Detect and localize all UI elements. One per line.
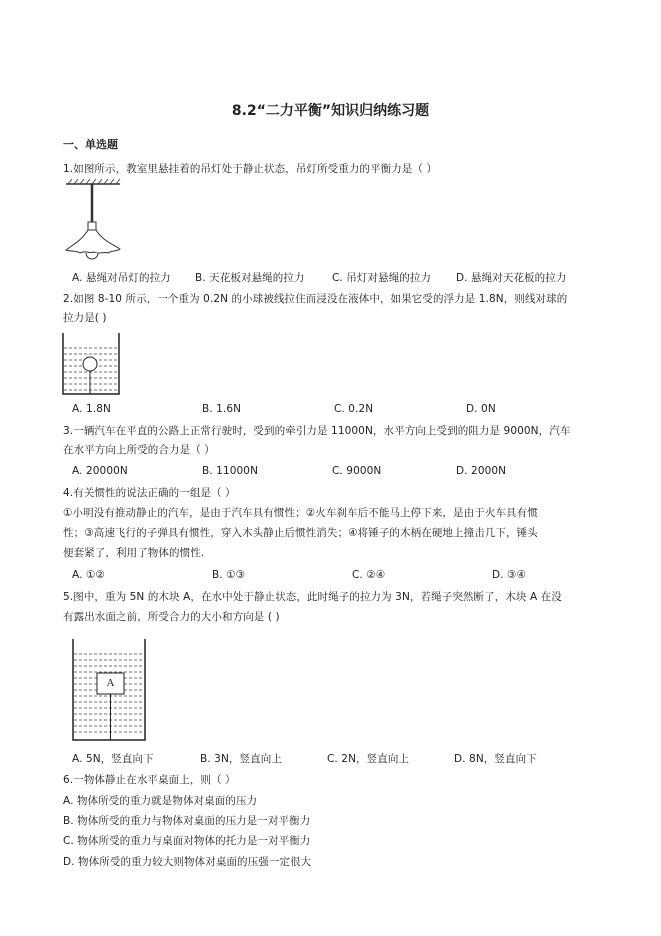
q2-option-a: A. 1.8N bbox=[72, 403, 111, 415]
question-5-line-2: 有露出水面之前，所受合力的大小和方向是 ( ) bbox=[63, 611, 280, 623]
q5-option-a: A. 5N，竖直向下 bbox=[72, 753, 154, 765]
q2-option-d: D. 0N bbox=[466, 403, 496, 415]
q5-option-c: C. 2N，竖直向上 bbox=[327, 753, 410, 765]
q5-option-b: B. 3N，竖直向上 bbox=[200, 753, 282, 765]
hanging-lamp-figure bbox=[60, 178, 140, 270]
q2-option-c: C. 0.2N bbox=[334, 403, 374, 415]
q6-option-c: C. 物体所受的重力与桌面对物体的托力是一对平衡力 bbox=[63, 835, 311, 847]
question-4-line-3: 便套紧了，利用了物体的惯性. bbox=[63, 547, 205, 559]
q3-option-a: A. 20000N bbox=[72, 465, 128, 477]
q2-option-b: B. 1.6N bbox=[202, 403, 242, 415]
q4-option-c: C. ②④ bbox=[352, 569, 386, 581]
block-a-label: A bbox=[106, 677, 115, 689]
question-4-line-2: 性；③高速飞行的子弹具有惯性，穿入木头静止后惯性消失；④将锤子的木柄在硬地上撞击几下，锤头 bbox=[63, 527, 538, 539]
question-2-line-2: 拉力是( ) bbox=[63, 312, 107, 324]
q6-option-d: D. 物体所受的重力较大则物体对桌面的压强一定很大 bbox=[63, 856, 312, 868]
question-2-line-1: 2.如图 8-10 所示，一个重为 0.2N 的小球被线拉住而浸没在液体中，如果它受的浮力是 1.8N，则线对球的 bbox=[63, 293, 568, 305]
q6-option-b: B. 物体所受的重力与物体对桌面的压力是一对平衡力 bbox=[63, 815, 311, 827]
q1-option-c: C. 吊灯对悬绳的拉力 bbox=[332, 272, 432, 284]
ball-in-liquid-figure bbox=[62, 332, 122, 396]
q1-option-d: D. 悬绳对天花板的拉力 bbox=[456, 272, 567, 284]
question-6-stem: 6.一物体静止在水平桌面上，则（ ） bbox=[63, 774, 236, 786]
question-3-line-1: 3.一辆汽车在平直的公路上正常行驶时，受到的牵引力是 11000N，水平方向上受到的阻力是 9000N，汽车 bbox=[63, 425, 571, 437]
section-heading: 一、单选题 bbox=[63, 138, 118, 151]
q4-option-a: A. ①② bbox=[72, 569, 105, 581]
question-1-stem: 1.如图所示，教室里悬挂着的吊灯处于静止状态，吊灯所受重力的平衡力是（ ） bbox=[63, 163, 438, 175]
q3-option-d: D. 2000N bbox=[456, 465, 507, 477]
page-title: 8.2“二力平衡”知识归纳练习题 bbox=[231, 103, 430, 119]
q4-option-d: D. ③④ bbox=[492, 569, 527, 581]
question-4-stem: 4.有关惯性的说法正确的一组是（ ） bbox=[63, 487, 236, 499]
question-4-line-1: ①小明没有推动静止的汽车，是由于汽车具有惯性；②火车刹车后不能马上停下来，是由于火车具有惯 bbox=[63, 507, 538, 519]
q3-option-b: B. 11000N bbox=[202, 465, 259, 477]
q3-option-c: C. 9000N bbox=[332, 465, 382, 477]
q5-option-d: D. 8N，竖直向下 bbox=[454, 753, 537, 765]
question-5-line-1: 5.图中，重为 5N 的木块 A，在水中处于静止状态，此时绳子的拉力为 3N，若绳子突然断了，木块 A 在没 bbox=[63, 591, 562, 603]
q6-option-a: A. 物体所受的重力就是物体对桌面的压力 bbox=[63, 795, 258, 807]
q1-option-a: A. 悬绳对吊灯的拉力 bbox=[72, 272, 171, 284]
question-3-line-2: 在水平方向上所受的合力是（ ） bbox=[63, 444, 215, 456]
q1-option-b: B. 天花板对悬绳的拉力 bbox=[195, 272, 305, 284]
q4-option-b: B. ①③ bbox=[212, 569, 246, 581]
